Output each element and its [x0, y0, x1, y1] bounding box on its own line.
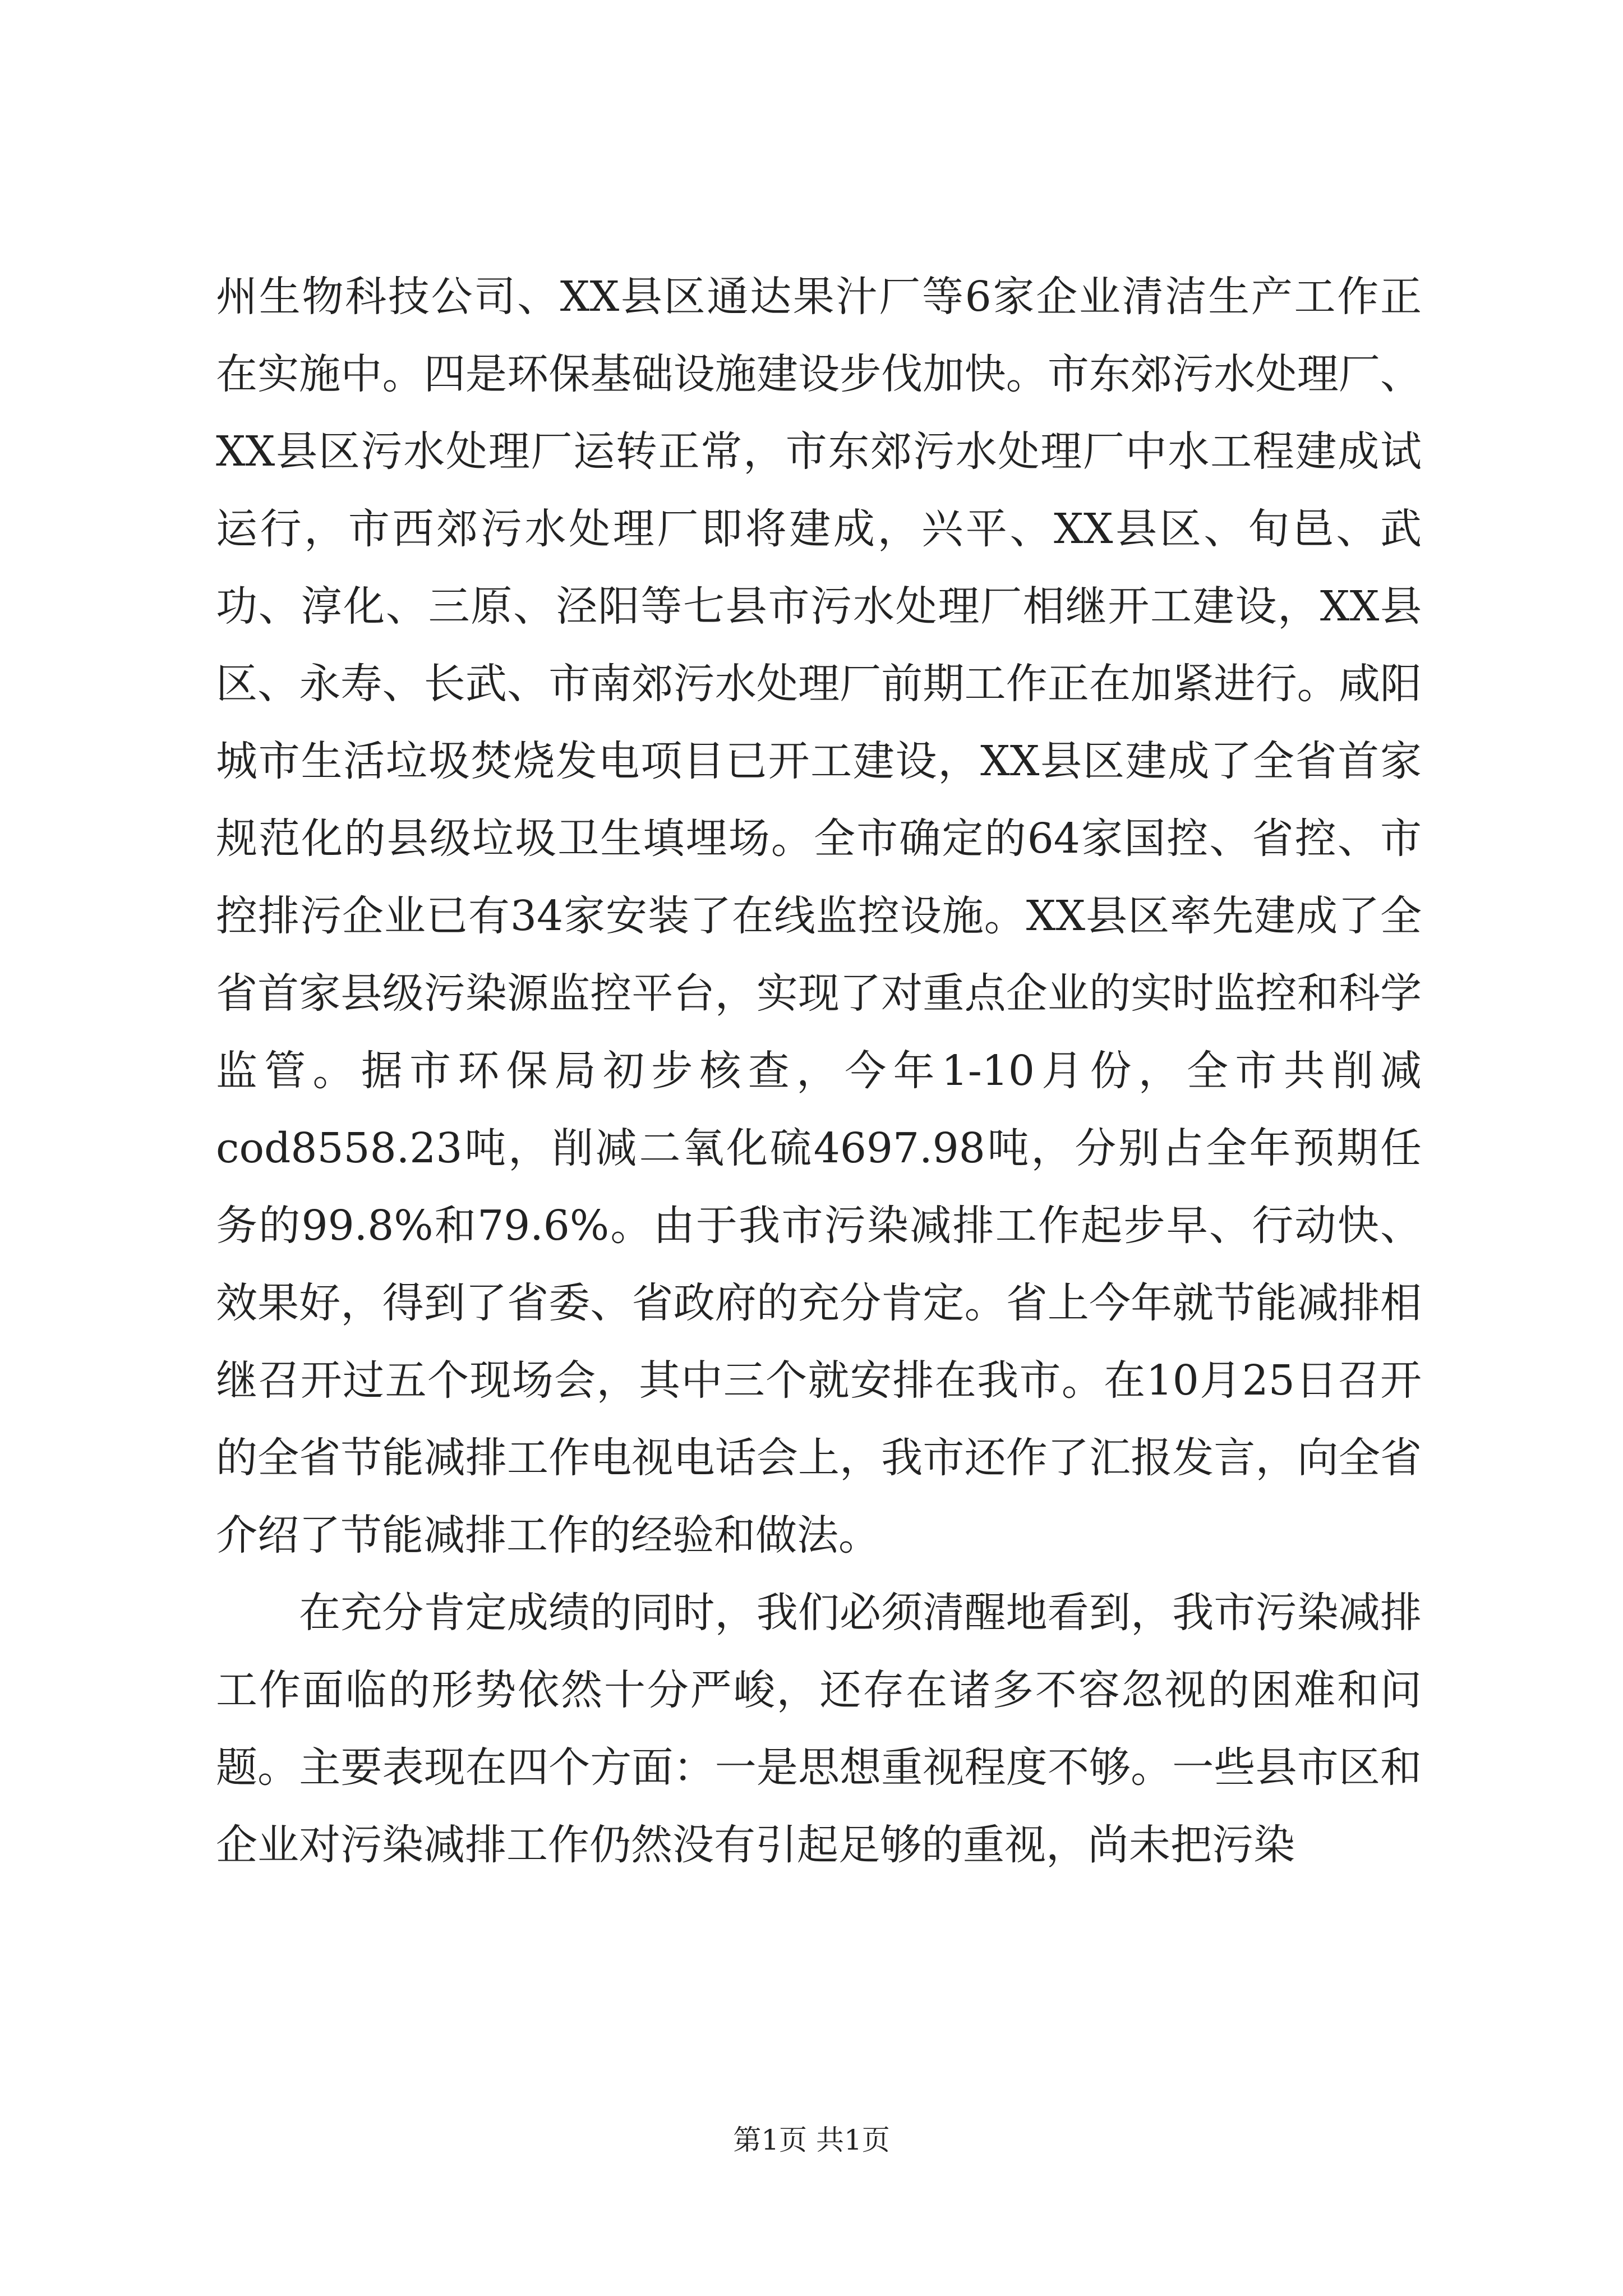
paragraph-1: 州生物科技公司、XX县区通达果汁厂等6家企业清洁生产工作正在实施中。四是环保基础设施建设步伐加快。市东郊污水处理厂、XX县区污水处理厂运转正常，市东郊污水处理厂中水工程建成试运行，市西郊污水处理厂即将建成，兴平、XX县区、旬邑、武功、淳化、三原、泾阳等七县市污水处理厂相继开工建设，XX县区、永寿、长武、市南郊污水处理厂前期工作正在加紧进行。咸阳城市生活垃圾焚烧发电项目已开工建设，XX县区建成了全省首家规范化的县级垃圾卫生填埋场。全市确定的64家国控、省控、市控排污企业已有34家安装了在线监控设施。XX县区率先建成了全省首家县级污染源监控平台，实现了对重点企业的实时监控和科学监管。据市环保局初步核查，今年1-10月份，全市共削减cod8558.23吨，削减二氧化硫4697.98吨，分别占全年预期任务的99.8%和79.6%。由于我市污染减排工作起步早、行动快、效果好，得到了省委、省政府的充分肯定。省上今年就节能减排相继召开过五个现场会，其中三个就安排在我市。在10月25日召开的全省节能减排工作电视电话会上，我市还作了汇报发言，向全省介绍了节能减排工作的经验和做法。	[216, 273, 1422, 1559]
page-footer: 第1页 共1页	[733, 2124, 890, 2156]
document-body	[216, 258, 1422, 1884]
paragraph-2: 在充分肯定成绩的同时，我们必须清醒地看到，我市污染减排工作面临的形势依然十分严峻，还存在诸多不容忽视的困难和问题。主要表现在四个方面：一是思想重视程度不够。一些县市区和企业对污染减排工作仍然没有引起足够的重视，尚未把污染	[216, 1589, 1422, 1869]
